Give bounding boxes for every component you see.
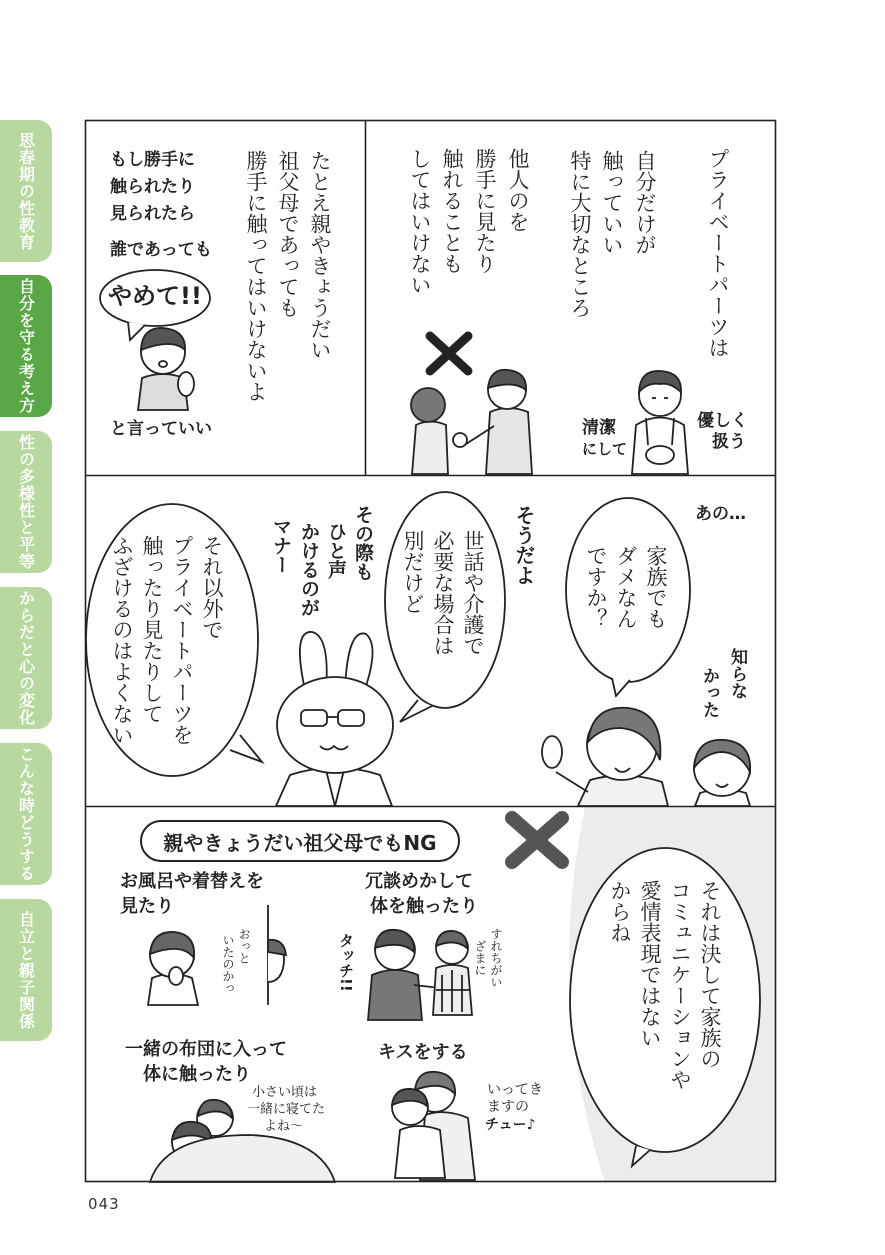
case-joke-aside: すれちがい (489, 928, 503, 988)
question-line: ダメなん (614, 545, 638, 629)
girl-figure-surprised (694, 740, 750, 806)
case-kiss-voice: ますの (487, 1099, 529, 1115)
panel1-note: もし勝手に (110, 150, 195, 170)
label-clean: にして (582, 440, 628, 458)
woman-figure-asking (542, 708, 668, 806)
case-bed-caption: 体に触ったり (143, 1064, 251, 1085)
label-gentle: 扱う (712, 432, 746, 452)
answer-line: 必要な場合は (431, 530, 455, 656)
question-intro: あの… (695, 504, 746, 524)
answer-line: 別だけど (401, 530, 425, 614)
side-tab-label: 思春期の性教育 (16, 131, 36, 251)
girl-figure-touched (433, 931, 472, 1015)
side-tab-label: こんな時どうする (16, 746, 36, 882)
case-kiss-voice: いってき (487, 1082, 543, 1098)
warning-line: ふざけるのはよくない (110, 535, 134, 745)
panel1-narration: 勝手に触ってはいけないよ (244, 150, 268, 402)
kiss-figures (392, 1072, 475, 1180)
case-joke-voice: タッチ!! (337, 933, 355, 992)
conclusion-line: からね (608, 880, 632, 943)
side-tab-label: からだと心の変化 (16, 590, 36, 726)
case-bed-caption: 一緒の布団に入って (125, 1039, 287, 1060)
shout-text: やめて!! (108, 282, 202, 310)
panel1-line: 触っていい (600, 150, 624, 255)
question-line: 家族でも (644, 545, 668, 629)
woman-figure-changing (148, 932, 198, 1005)
rabbit-teacher (276, 632, 393, 806)
case-bath-caption: 見たり (120, 896, 174, 917)
adult-figure-reaching (453, 370, 532, 474)
surprise-line: 知らな (727, 648, 747, 699)
case-joke-caption: 冗談めかして (365, 871, 473, 892)
warning-line: プライベートパーツを (170, 535, 194, 745)
child-figure-refusing (138, 328, 194, 410)
case-bed-voice: 小さい頃は (252, 1085, 318, 1100)
manner-line: かけるのが (298, 522, 320, 617)
panel1-line: 触れることも (440, 148, 464, 274)
case-kiss-voice: チュー♪ (485, 1117, 536, 1133)
surprise-line: かった (699, 667, 719, 718)
panel1-line: 特に大切なところ (568, 150, 592, 318)
conclusion-line: それは決して家族の (698, 880, 722, 1069)
panel1-narration: たとえ親やきょうだい (308, 150, 332, 360)
conclusion-line: コミュニケーションや (668, 880, 692, 1090)
panel1-note: 見られたら (110, 204, 195, 224)
panel1-line: 勝手に見たり (473, 148, 497, 274)
manner-line: ひと声 (325, 522, 347, 579)
warning-line: それ以外で (200, 535, 224, 640)
page-number: 043 (88, 1195, 120, 1213)
cross-mark-icon (430, 336, 468, 371)
panel1-line: 他人のを (506, 148, 530, 232)
panel1-line: 自分だけが (633, 150, 657, 255)
child-figure-clean (632, 371, 688, 474)
panel1-narration: 祖父母であっても (276, 150, 300, 318)
manner-line: その際も (352, 505, 374, 581)
case-bath-caption: お風呂や着替えを (120, 871, 264, 892)
panel1-note: 触られたり (110, 177, 195, 197)
case-bed-voice: 一緒に寝てた (247, 1102, 326, 1117)
case-joke-caption: 体を触ったり (370, 896, 478, 917)
panel1-line: してはいけない (408, 148, 432, 295)
side-tab-label: 自分を守る考え方 (16, 278, 36, 414)
warning-line: 触ったり見たりして (140, 535, 164, 724)
case-bed-voice: よね〜 (264, 1119, 304, 1134)
side-tab-label: 自立と親子関係 (16, 910, 36, 1030)
manner-line: マナー (270, 517, 292, 574)
panel1-note: と言っていい (110, 419, 212, 439)
label-gentle: 優しく (697, 411, 748, 431)
panel1-heading: プライベートパーツは (706, 148, 730, 358)
cross-mark-icon (512, 818, 562, 862)
label-clean: 清潔 (582, 418, 616, 438)
side-tab-label: 性の多様性と平等 (16, 434, 36, 570)
ng-banner: 親やきょうだい祖父母でもNG (140, 820, 460, 862)
child-figure-back (411, 388, 448, 474)
case-kiss-caption: キスをする (378, 1042, 468, 1063)
answer-line: 世話や介護で (461, 530, 485, 656)
panel1-note: 誰であっても (110, 240, 212, 260)
case-bath-voice: おっと (237, 928, 251, 964)
question-line: ですか？ (584, 545, 608, 629)
answer-intro: そうだよ (512, 505, 536, 585)
adult-figure-touching (368, 930, 440, 1020)
case-joke-aside: ざまに (473, 940, 487, 976)
case-bath-voice: いたのかっ (221, 934, 235, 994)
conclusion-line: 愛情表現ではない (638, 880, 662, 1048)
door-peeking-figure (268, 905, 286, 1005)
